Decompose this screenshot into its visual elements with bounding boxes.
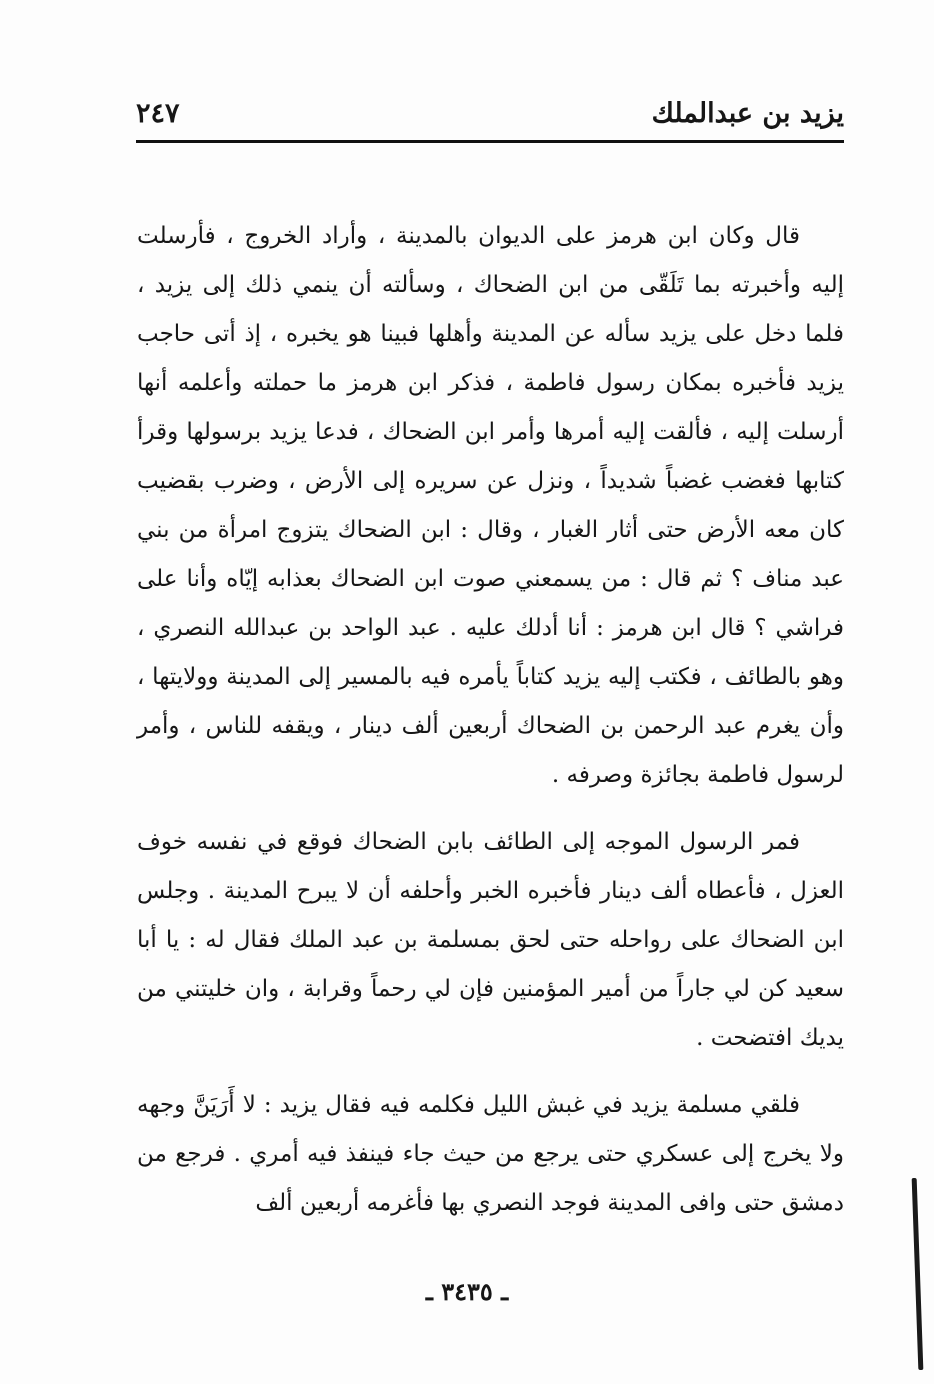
body-text — [137, 212, 844, 1228]
footer-sequence-number: ـ ٣٤٣٥ ـ — [425, 1277, 509, 1306]
page-number: ٢٤٧ — [136, 98, 180, 129]
paragraph-1: قال وكان ابن هرمز على الديوان بالمدينة ، وأراد الخروج ، فأرسلت إليه وأخبرته بما تَلَقّى من ابن الضحاك ، وسألته أن ينمي ذلك إلى يزيد ، فلما دخل على يزيد سأله عن المدينة وأهلها فبينا هو يخبره ، إذ أتى حاجب يزيد فأخبره بمكان رسول فاطمة ، فذكر ابن هرمز ما حملته وأعلمه أنها أرسلت إليه ، فألقت إليه أمرها وأمر ابن الضحاك ، فدعا يزيد برسولها وقرأ كتابها فغضب غضباً شديداً ، ونزل عن سريره إلى الأرض ، وضرب بقضيب كان معه الأرض حتى أثار الغبار ، وقال : ابن الضحاك يتزوج امرأة من بني عبد مناف ؟ ثم قال : من يسمعني صوت ابن الضحاك بعذابه إيّاه وأنا على فراشي ؟ قال ابن هرمز : أنا أدلك عليه . عبد الواحد بن عبدالله النصري ، وهو بالطائف ، فكتب إليه يزيد كتاباً يأمره فيه بالمسير إلى المدينة وولايتها ، وأن يغرم عبد الرحمن بن الضحاك أربعين ألف دينار ، ويقفه للناس ، وأمر لرسول فاطمة بجائزة وصرفه . — [137, 223, 844, 788]
chapter-title: يزيد بن عبدالملك — [651, 98, 844, 129]
paragraph-2: فمر الرسول الموجه إلى الطائف بابن الضحاك فوقع في نفسه خوف العزل ، فأعطاه ألف دينار فأخبره الخبر وأحلفه أن لا يبرح المدينة . وجلس ابن الضحاك على رواحله حتى لحق بمسلمة بن عبد الملك فقال له : يا أبا سعيد كن لي جاراً من أمير المؤمنين فإن لي رحماً وقرابة ، وان خليتني من يديك افتضحت . — [137, 829, 844, 1051]
header-rule — [136, 140, 844, 143]
margin-scan-mark — [912, 1178, 924, 1370]
paragraph-3: فلقي مسلمة يزيد في غبش الليل فكلمه فيه فقال يزيد : لا أَرَيَنَّ وجهه ولا يخرج إلى عسكري حتى يرجع من حيث جاء فينفذ فيه أمري . فرجع من دمشق حتى وافى المدينة فوجد النصري بها فأغرمه أربعين ألف — [137, 1092, 844, 1216]
running-header — [136, 96, 844, 136]
